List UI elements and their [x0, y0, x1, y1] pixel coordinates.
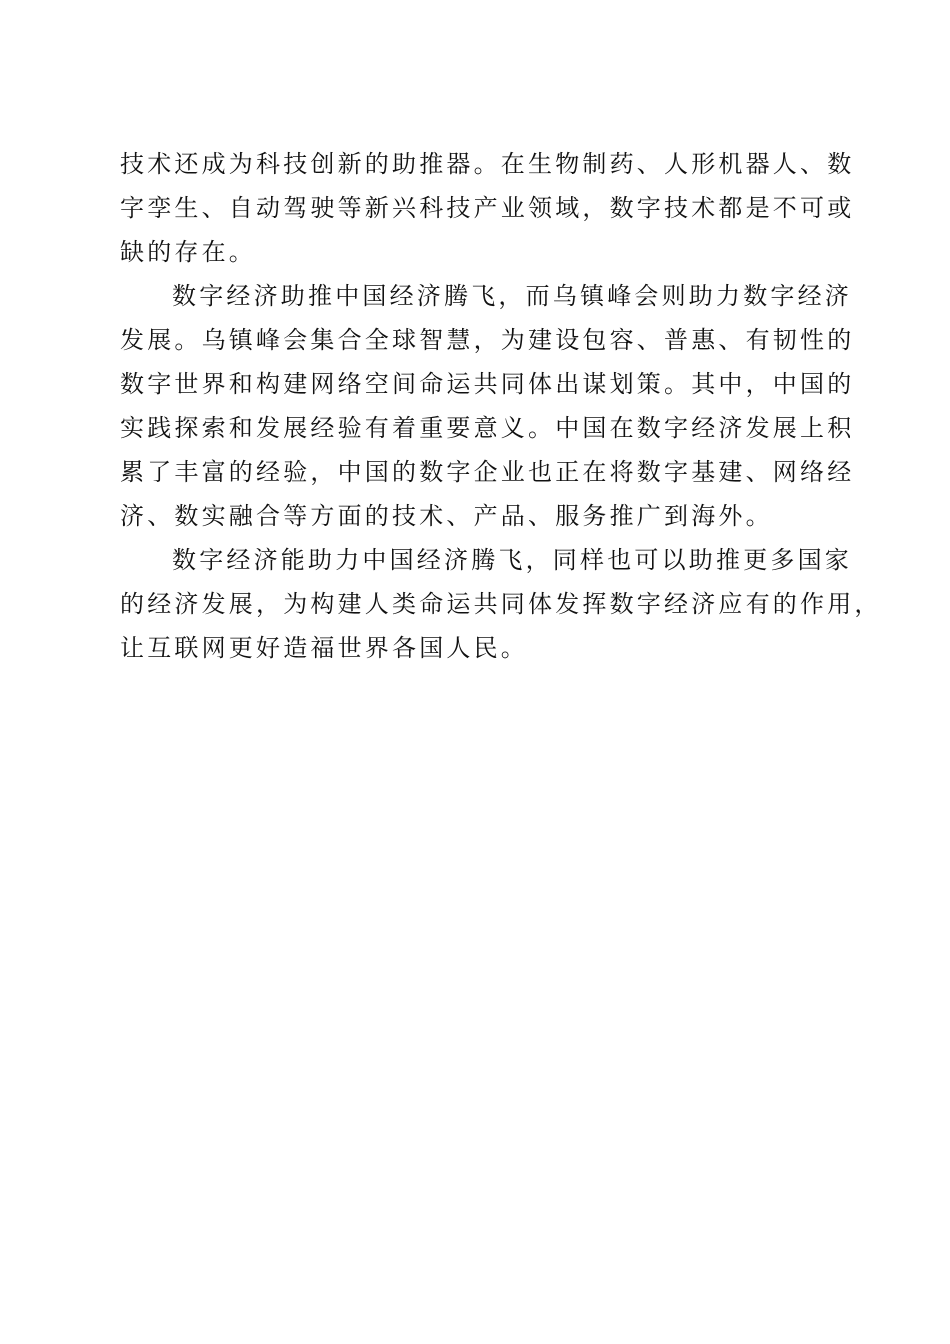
paragraph-conclusion [120, 538, 882, 670]
text-line: 让互联网更好造福世界各国人民。 [120, 634, 528, 662]
text-line: 字孪生、自动驾驶等新兴科技产业领域，数字技术都是不可或 [120, 194, 855, 222]
paragraph-wuzhen-summit [120, 274, 855, 538]
text-line: 数字经济助推中国经济腾飞，而乌镇峰会则助力数字经济 [172, 282, 852, 310]
text-line: 的经济发展，为构建人类命运共同体发挥数字经济应有的作用， [120, 590, 882, 618]
document-body [120, 142, 882, 670]
text-line: 缺的存在。 [120, 238, 256, 266]
text-line: 技术还成为科技创新的助推器。在生物制药、人形机器人、数 [120, 150, 855, 178]
text-line: 数字经济能助力中国经济腾飞，同样也可以助推更多国家 [172, 546, 852, 574]
text-line: 数字世界和构建网络空间命运共同体出谋划策。其中，中国的 [120, 370, 855, 398]
text-line: 实践探索和发展经验有着重要意义。中国在数字经济发展上积 [120, 414, 855, 442]
text-line: 累了丰富的经验，中国的数字企业也正在将数字基建、网络经 [120, 458, 855, 486]
text-line: 发展。乌镇峰会集合全球智慧，为建设包容、普惠、有韧性的 [120, 326, 855, 354]
text-line: 济、数实融合等方面的技术、产品、服务推广到海外。 [120, 502, 773, 530]
paragraph-continuation [120, 142, 855, 274]
